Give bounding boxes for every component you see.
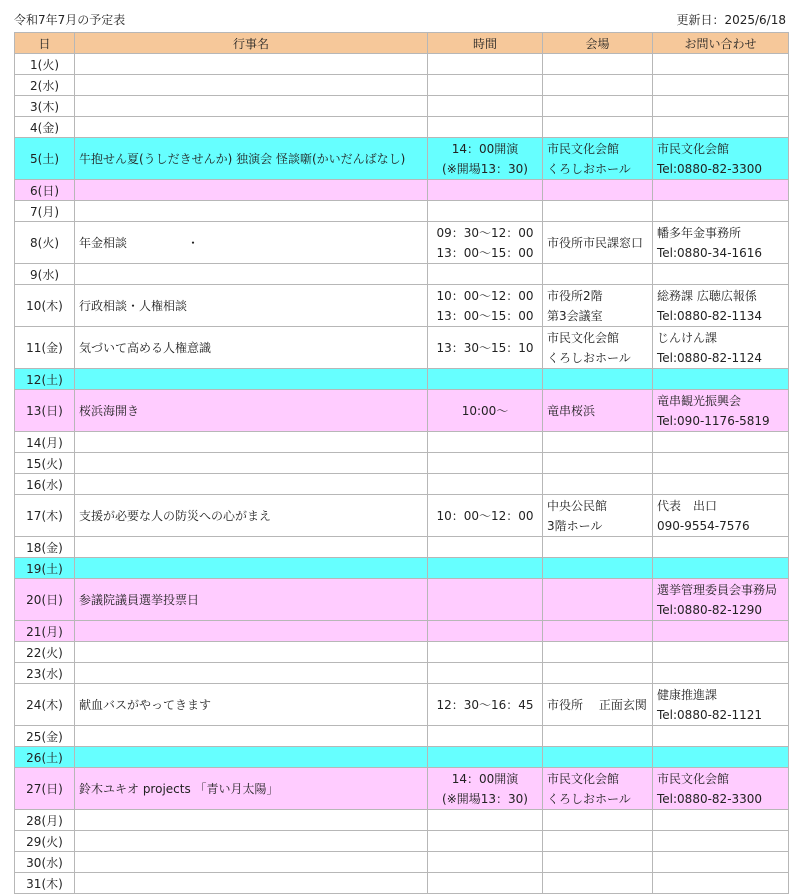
table-row bbox=[15, 768, 789, 810]
day-cell: 24(木) bbox=[15, 684, 75, 726]
contact-cell-line: Tel:0880-34-1616 bbox=[657, 245, 763, 260]
contact-cell bbox=[653, 537, 789, 558]
schedule-body bbox=[15, 54, 789, 894]
day-cell: 30(水) bbox=[15, 852, 75, 873]
contact-cell bbox=[653, 873, 789, 894]
time-cell-line: 10：00〜12：00 bbox=[436, 508, 534, 523]
event-cell bbox=[75, 117, 428, 138]
contact-cell-line: 市民文化会館 bbox=[657, 141, 730, 156]
contact-cell bbox=[653, 558, 789, 579]
event-cell bbox=[75, 75, 428, 96]
venue-cell bbox=[543, 495, 653, 537]
contact-cell-line: 選挙管理委員会事務局 bbox=[657, 582, 778, 597]
contact-cell bbox=[653, 432, 789, 453]
venue-cell-line: 市役所市民課窓口 bbox=[547, 235, 644, 250]
event-cell bbox=[75, 831, 428, 852]
event-cell bbox=[75, 663, 428, 684]
venue-cell-line: 3階ホール bbox=[547, 518, 603, 533]
day-cell: 7(月) bbox=[15, 201, 75, 222]
time-cell bbox=[428, 495, 543, 537]
event-cell bbox=[75, 432, 428, 453]
table-row bbox=[15, 54, 789, 75]
event-cell: 献血バスがやってきます bbox=[75, 684, 428, 726]
time-cell bbox=[428, 621, 543, 642]
venue-cell-line: くろしおホール bbox=[547, 161, 631, 176]
day-cell: 20(日) bbox=[15, 579, 75, 621]
time-cell bbox=[428, 180, 543, 201]
venue-cell bbox=[543, 684, 653, 726]
contact-cell bbox=[653, 747, 789, 768]
time-cell-line: 09：30〜12：00 bbox=[436, 225, 534, 240]
time-cell-line: 10：00〜12：00 bbox=[436, 288, 534, 303]
event-cell bbox=[75, 453, 428, 474]
venue-cell-line: 市民文化会館 bbox=[547, 141, 620, 156]
page-header bbox=[0, 0, 800, 32]
venue-cell bbox=[543, 663, 653, 684]
table-row bbox=[15, 432, 789, 453]
contact-cell-line: Tel:0880-82-3300 bbox=[657, 161, 763, 176]
contact-cell bbox=[653, 138, 789, 180]
venue-cell-line: くろしおホール bbox=[547, 791, 631, 806]
event-cell bbox=[75, 474, 428, 495]
time-cell-line: 13：30〜15：10 bbox=[436, 340, 534, 355]
time-cell bbox=[428, 852, 543, 873]
time-cell-line: (※開場13：30) bbox=[442, 161, 528, 176]
table-row bbox=[15, 579, 789, 621]
time-cell bbox=[428, 453, 543, 474]
venue-cell bbox=[543, 621, 653, 642]
contact-cell bbox=[653, 222, 789, 264]
venue-cell-line: 市民文化会館 bbox=[547, 771, 620, 786]
event-cell: 桜浜海開き bbox=[75, 390, 428, 432]
contact-cell-line: 代表 出口 bbox=[657, 498, 718, 513]
time-cell bbox=[428, 75, 543, 96]
event-cell bbox=[75, 264, 428, 285]
column-header-event: 行事名 bbox=[75, 33, 428, 54]
venue-cell bbox=[543, 369, 653, 390]
event-cell bbox=[75, 810, 428, 831]
venue-cell bbox=[543, 768, 653, 810]
time-cell bbox=[428, 579, 543, 621]
time-cell bbox=[428, 768, 543, 810]
contact-cell bbox=[653, 117, 789, 138]
event-cell bbox=[75, 369, 428, 390]
day-cell: 29(火) bbox=[15, 831, 75, 852]
venue-cell bbox=[543, 537, 653, 558]
time-cell bbox=[428, 537, 543, 558]
time-cell bbox=[428, 54, 543, 75]
contact-cell bbox=[653, 474, 789, 495]
contact-cell bbox=[653, 390, 789, 432]
table-row bbox=[15, 684, 789, 726]
day-cell: 10(木) bbox=[15, 285, 75, 327]
table-row bbox=[15, 180, 789, 201]
contact-cell bbox=[653, 201, 789, 222]
day-cell: 27(日) bbox=[15, 768, 75, 810]
venue-cell-line: 竜串桜浜 bbox=[547, 403, 596, 418]
contact-cell bbox=[653, 96, 789, 117]
event-cell: 参議院議員選挙投票日 bbox=[75, 579, 428, 621]
updated-date: 更新日：2025/6/18 bbox=[676, 13, 786, 27]
venue-cell bbox=[543, 432, 653, 453]
table-row bbox=[15, 852, 789, 873]
event-cell bbox=[75, 201, 428, 222]
event-cell bbox=[75, 180, 428, 201]
time-cell bbox=[428, 117, 543, 138]
contact-cell bbox=[653, 684, 789, 726]
venue-cell bbox=[543, 474, 653, 495]
venue-cell bbox=[543, 201, 653, 222]
table-row bbox=[15, 96, 789, 117]
event-cell bbox=[75, 873, 428, 894]
event-cell: 行政相談・人権相談 bbox=[75, 285, 428, 327]
venue-cell bbox=[543, 180, 653, 201]
venue-cell bbox=[543, 117, 653, 138]
time-cell bbox=[428, 138, 543, 180]
contact-cell-line: Tel:0880-82-1124 bbox=[657, 350, 763, 365]
time-cell-line: 13：00〜15：00 bbox=[436, 308, 534, 323]
day-cell: 23(水) bbox=[15, 663, 75, 684]
day-cell: 25(金) bbox=[15, 726, 75, 747]
table-row bbox=[15, 390, 789, 432]
event-cell bbox=[75, 642, 428, 663]
time-cell bbox=[428, 201, 543, 222]
day-cell: 1(火) bbox=[15, 54, 75, 75]
contact-cell bbox=[653, 579, 789, 621]
table-row bbox=[15, 537, 789, 558]
event-cell bbox=[75, 726, 428, 747]
day-cell: 14(月) bbox=[15, 432, 75, 453]
page-title: 令和7年7月の予定表 bbox=[14, 13, 126, 27]
time-cell bbox=[428, 474, 543, 495]
event-cell: 鈴木ユキオ projects 「青い月太陽」 bbox=[75, 768, 428, 810]
day-cell: 4(金) bbox=[15, 117, 75, 138]
day-cell: 15(火) bbox=[15, 453, 75, 474]
event-cell: 支援が必要な人の防災への心がまえ bbox=[75, 495, 428, 537]
time-cell bbox=[428, 663, 543, 684]
time-cell-line: 10:00〜 bbox=[461, 403, 509, 418]
venue-cell bbox=[543, 453, 653, 474]
table-row bbox=[15, 222, 789, 264]
venue-cell bbox=[543, 831, 653, 852]
contact-cell bbox=[653, 264, 789, 285]
contact-cell-line: Tel:090-1176-5819 bbox=[657, 413, 770, 428]
event-cell bbox=[75, 96, 428, 117]
contact-cell-line: 幡多年金事務所 bbox=[657, 225, 742, 240]
contact-cell bbox=[653, 453, 789, 474]
venue-cell-line: 中央公民館 bbox=[547, 498, 608, 513]
time-cell-line: 14：00開演 bbox=[451, 771, 519, 786]
venue-cell bbox=[543, 222, 653, 264]
contact-cell-line: じんけん課 bbox=[657, 330, 718, 345]
venue-cell bbox=[543, 642, 653, 663]
table-row bbox=[15, 873, 789, 894]
time-cell bbox=[428, 831, 543, 852]
day-cell: 2(水) bbox=[15, 75, 75, 96]
contact-cell bbox=[653, 810, 789, 831]
venue-cell-line: 市民文化会館 bbox=[547, 330, 620, 345]
table-row bbox=[15, 453, 789, 474]
event-cell: 牛抱せん夏(うしだきせんか) 独演会 怪談噺(かいだんばなし) bbox=[75, 138, 428, 180]
day-cell: 22(火) bbox=[15, 642, 75, 663]
event-cell bbox=[75, 852, 428, 873]
event-cell bbox=[75, 747, 428, 768]
time-cell bbox=[428, 390, 543, 432]
day-cell: 5(土) bbox=[15, 138, 75, 180]
time-cell bbox=[428, 726, 543, 747]
day-cell: 16(水) bbox=[15, 474, 75, 495]
table-row bbox=[15, 285, 789, 327]
venue-cell bbox=[543, 726, 653, 747]
venue-cell bbox=[543, 327, 653, 369]
event-cell bbox=[75, 537, 428, 558]
venue-cell bbox=[543, 75, 653, 96]
day-cell: 8(火) bbox=[15, 222, 75, 264]
venue-cell bbox=[543, 852, 653, 873]
contact-cell-line: Tel:0880-82-3300 bbox=[657, 791, 763, 806]
contact-cell bbox=[653, 285, 789, 327]
table-row bbox=[15, 138, 789, 180]
column-header-time: 時間 bbox=[428, 33, 543, 54]
day-cell: 18(金) bbox=[15, 537, 75, 558]
contact-cell-line: Tel:0880-82-1290 bbox=[657, 602, 763, 617]
time-cell bbox=[428, 558, 543, 579]
venue-cell bbox=[543, 390, 653, 432]
venue-cell bbox=[543, 579, 653, 621]
time-cell bbox=[428, 327, 543, 369]
time-cell bbox=[428, 369, 543, 390]
event-cell bbox=[75, 621, 428, 642]
table-row bbox=[15, 327, 789, 369]
table-row bbox=[15, 726, 789, 747]
table-row bbox=[15, 642, 789, 663]
day-cell: 13(日) bbox=[15, 390, 75, 432]
table-row bbox=[15, 201, 789, 222]
contact-cell bbox=[653, 726, 789, 747]
contact-cell-line: 総務課 広聴広報係 bbox=[657, 288, 757, 303]
venue-cell bbox=[543, 138, 653, 180]
day-cell: 21(月) bbox=[15, 621, 75, 642]
time-cell bbox=[428, 684, 543, 726]
table-row bbox=[15, 663, 789, 684]
venue-cell bbox=[543, 747, 653, 768]
contact-cell bbox=[653, 768, 789, 810]
table-row bbox=[15, 621, 789, 642]
table-row bbox=[15, 495, 789, 537]
venue-cell bbox=[543, 873, 653, 894]
time-cell bbox=[428, 264, 543, 285]
table-row bbox=[15, 264, 789, 285]
event-cell bbox=[75, 54, 428, 75]
day-cell: 28(月) bbox=[15, 810, 75, 831]
time-cell bbox=[428, 285, 543, 327]
contact-cell bbox=[653, 75, 789, 96]
time-cell bbox=[428, 810, 543, 831]
day-cell: 12(土) bbox=[15, 369, 75, 390]
time-cell bbox=[428, 222, 543, 264]
table-row bbox=[15, 558, 789, 579]
venue-cell-line: 第3会議室 bbox=[547, 308, 603, 323]
table-header-row bbox=[15, 33, 789, 54]
contact-cell bbox=[653, 54, 789, 75]
table-row bbox=[15, 474, 789, 495]
time-cell bbox=[428, 96, 543, 117]
table-row bbox=[15, 369, 789, 390]
contact-cell bbox=[653, 642, 789, 663]
time-cell bbox=[428, 747, 543, 768]
venue-cell bbox=[543, 54, 653, 75]
contact-cell bbox=[653, 369, 789, 390]
contact-cell bbox=[653, 831, 789, 852]
contact-cell bbox=[653, 327, 789, 369]
venue-cell-line: 市役所2階 bbox=[547, 288, 603, 303]
day-cell: 9(水) bbox=[15, 264, 75, 285]
day-cell: 19(土) bbox=[15, 558, 75, 579]
time-cell-line: 13：00〜15：00 bbox=[436, 245, 534, 260]
venue-cell bbox=[543, 96, 653, 117]
day-cell: 26(土) bbox=[15, 747, 75, 768]
event-cell: 年金相談 ・ bbox=[75, 222, 428, 264]
schedule-table bbox=[14, 32, 789, 894]
venue-cell bbox=[543, 264, 653, 285]
venue-cell-line: 市役所 正面玄関 bbox=[547, 697, 647, 712]
contact-cell bbox=[653, 495, 789, 537]
day-cell: 6(日) bbox=[15, 180, 75, 201]
table-row bbox=[15, 117, 789, 138]
column-header-contact: お問い合わせ bbox=[653, 33, 789, 54]
time-cell bbox=[428, 873, 543, 894]
event-cell: 気づいて高める人権意識 bbox=[75, 327, 428, 369]
venue-cell bbox=[543, 285, 653, 327]
time-cell-line: 12：30〜16：45 bbox=[436, 697, 534, 712]
contact-cell bbox=[653, 180, 789, 201]
venue-cell bbox=[543, 558, 653, 579]
time-cell bbox=[428, 432, 543, 453]
contact-cell-line: 090-9554-7576 bbox=[657, 518, 750, 533]
contact-cell-line: 市民文化会館 bbox=[657, 771, 730, 786]
day-cell: 3(木) bbox=[15, 96, 75, 117]
day-cell: 17(木) bbox=[15, 495, 75, 537]
contact-cell-line: Tel:0880-82-1134 bbox=[657, 308, 763, 323]
venue-cell bbox=[543, 810, 653, 831]
time-cell-line: 14：00開演 bbox=[451, 141, 519, 156]
time-cell bbox=[428, 642, 543, 663]
contact-cell bbox=[653, 621, 789, 642]
table-row bbox=[15, 75, 789, 96]
contact-cell-line: 竜串観光振興会 bbox=[657, 393, 742, 408]
event-cell bbox=[75, 558, 428, 579]
venue-cell-line: くろしおホール bbox=[547, 350, 631, 365]
table-row bbox=[15, 810, 789, 831]
day-cell: 11(金) bbox=[15, 327, 75, 369]
contact-cell-line: 健康推進課 bbox=[657, 687, 718, 702]
column-header-venue: 会場 bbox=[543, 33, 653, 54]
contact-cell bbox=[653, 663, 789, 684]
table-row bbox=[15, 831, 789, 852]
time-cell-line: (※開場13：30) bbox=[442, 791, 528, 806]
day-cell: 31(木) bbox=[15, 873, 75, 894]
table-row bbox=[15, 747, 789, 768]
contact-cell bbox=[653, 852, 789, 873]
contact-cell-line: Tel:0880-82-1121 bbox=[657, 707, 763, 722]
column-header-day: 日 bbox=[15, 33, 75, 54]
